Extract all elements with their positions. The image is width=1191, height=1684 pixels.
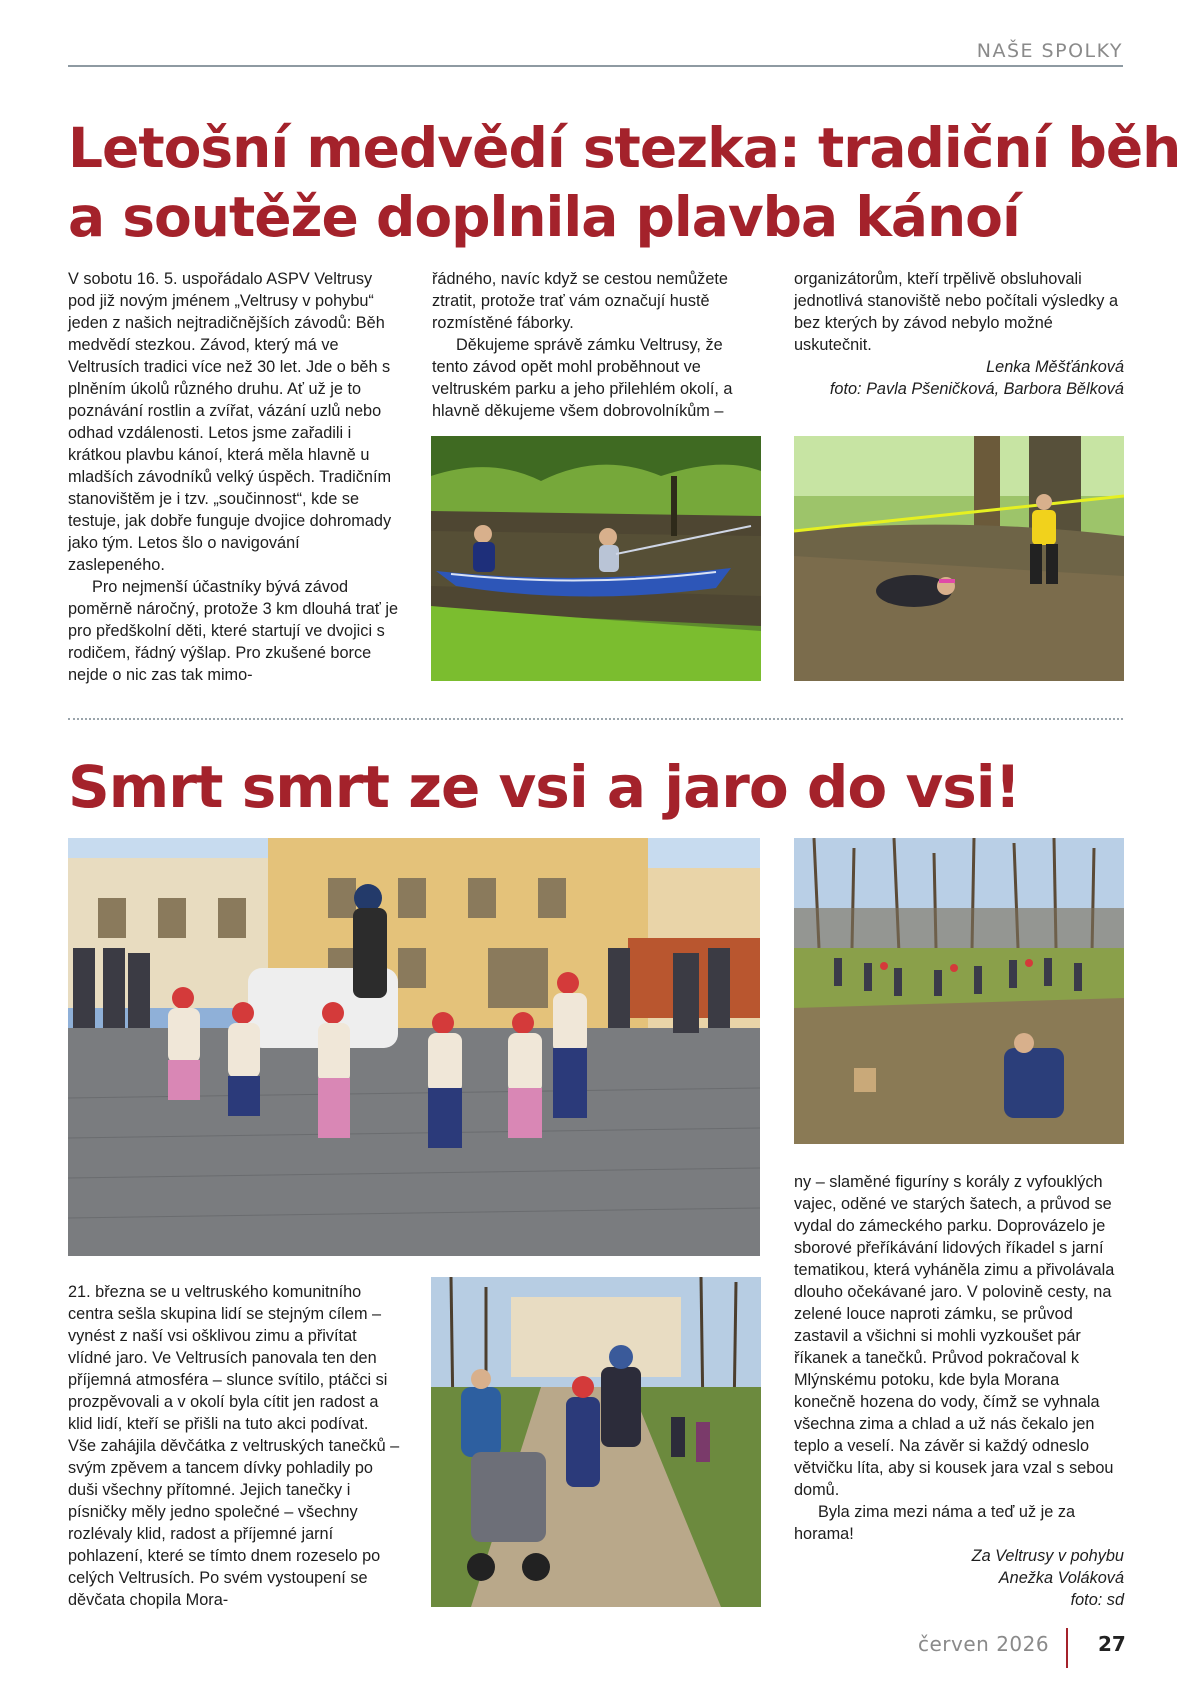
page-number: 27 — [1098, 1632, 1126, 1656]
footer-divider — [1066, 1628, 1068, 1668]
article1-paragraph: Děkujeme správě zámku Veltrusy, že tento závod opět mohl proběhnout ve veltruském parku a jeho přilehlém okolí, a hlavně děkujeme všem dobrovolníkům – — [432, 336, 733, 420]
park-circle-photo — [794, 838, 1124, 1144]
section-divider — [68, 718, 1123, 720]
article1-paragraph: organizátorům, kteří trpělivě obsluhovali jednotlivá stanoviště nebo počítali výsledky a bez kterých by závod nebylo možné uskutečnit. — [794, 270, 1119, 354]
article1-author: Lenka Měšťánková — [986, 358, 1124, 376]
street-parade-photo — [68, 838, 760, 1256]
article2-photo-credit: foto: sd — [1070, 1591, 1124, 1609]
article2-title: Smrt smrt ze vsi a jaro do vsi! — [68, 753, 1021, 821]
article2-paragraph: ny – slaměné figuríny s korály z vyfouklých vajec, oděné ve starých šatech, a průvod se vydal do zámeckého parku. Doprovázelo je sborové přeříkávání lidových říkadel s jarní tematikou, která vyháněla zimu a přivolávala dlouho očekávané jaro. V polovině cesty, na zelené louce naproti zámku, se průvod zastavil a všichni si mohli vyzkoušet pár říkanek a tanečků. Průvod pokračoval k Mlýnskému potoku, kde byla Morana konečně hozena do vody, čímž se vyhnala všechna zima a chlad a už nás čekalo jen teplo a veselí. Na závěr si každý odneslo větvičku líta, aby si kousek jara vzal s sebou domů. — [794, 1173, 1115, 1499]
park-path-photo — [431, 1277, 761, 1607]
article2-paragraph: 21. března se u veltruského komunitního centra sešla skupina lidí se stejným cílem – vynést z naší vsi ošklivou zimu a přivítat vlídné jaro. Ve Veltrusích panovala ten den příjemná atmosféra – slunce svítilo, ptáčci si prozpěvovali a v okolí byla cítit jen radost a klid lidí, kteří se přišli na tuto akci podívat. Vše zahájila děvčátka z veltruských tanečků – svým zpěvem a tancem dívky pohladily po duši všechny přítomné. Jejich tanečky i písničky měly jedno společné – všechny rozlévaly klid, radost a příjemné jarní pohlazení, které se tímto dnem rozeselo po celých Veltrusích. Po svém vystoupení se děvčata chopila Mora- — [68, 1283, 400, 1609]
article1-title-line1: Letošní medvědí stezka: tradiční běh — [68, 116, 1181, 180]
article1-column2 — [432, 268, 762, 422]
article1-photo-credit: foto: Pavla Pšeničková, Barbora Bělková — [829, 380, 1124, 398]
article1-column3 — [794, 268, 1124, 400]
article1-column1 — [68, 268, 400, 686]
article2-paragraph: Byla zima mezi náma a teď už je za horama! — [794, 1503, 1076, 1543]
article1-paragraph: Pro nejmenší účastníky bývá závod poměrně náročný, protože 3 km dlouhá trať je pro předškolní děti, které startují ve dvojici s rodičem, řádný výšlap. Pro zkušené borce nejde o nic zas tak mimo- — [68, 578, 399, 684]
article2-column1 — [68, 1281, 400, 1611]
section-label: NAŠE SPOLKY — [976, 40, 1123, 62]
article1-paragraph: V sobotu 16. 5. uspořádalo ASPV Veltrusy pod již novým jménem „Veltrusy v pohybu“ jeden z našich nejtradičnějších závodů: Běh medvědí stezkou. Závod, který má ve Veltrusích tradici více než 30 let. Jde o běh s plněním úkolů různého druhu. Ať už je to poznávání rostlin a zvířat, vázání uzlů nebo odhad vzdálenosti. Letos jsme zařadili i krátkou plavbu kánoí, která měla hlavně u mladších závodníků velký úspěch. Tradičním stanovištěm je i tzv. „součinnost“, kde se testuje, jak dobře funguje dvojice dohromady jako tým. Letos šlo o navigování zaslepeného. — [68, 270, 392, 574]
article2-author: Anežka Voláková — [998, 1569, 1124, 1587]
article1-title-line2: a soutěže doplnila plavba kánoí — [68, 185, 1020, 249]
footer-date: červen 2026 — [918, 1632, 1050, 1656]
article1-title — [68, 114, 1180, 252]
forest-race-photo — [794, 436, 1124, 681]
article2-sign-group: Za Veltrusy v pohybu — [971, 1547, 1124, 1565]
article1-paragraph: řádného, navíc když se cestou nemůžete ztratit, protože trať vám označují hustě rozmístěné fáborky. — [432, 270, 728, 332]
article2-column3 — [794, 1171, 1124, 1611]
canoe-photo — [431, 436, 761, 681]
header-rule — [68, 65, 1123, 67]
